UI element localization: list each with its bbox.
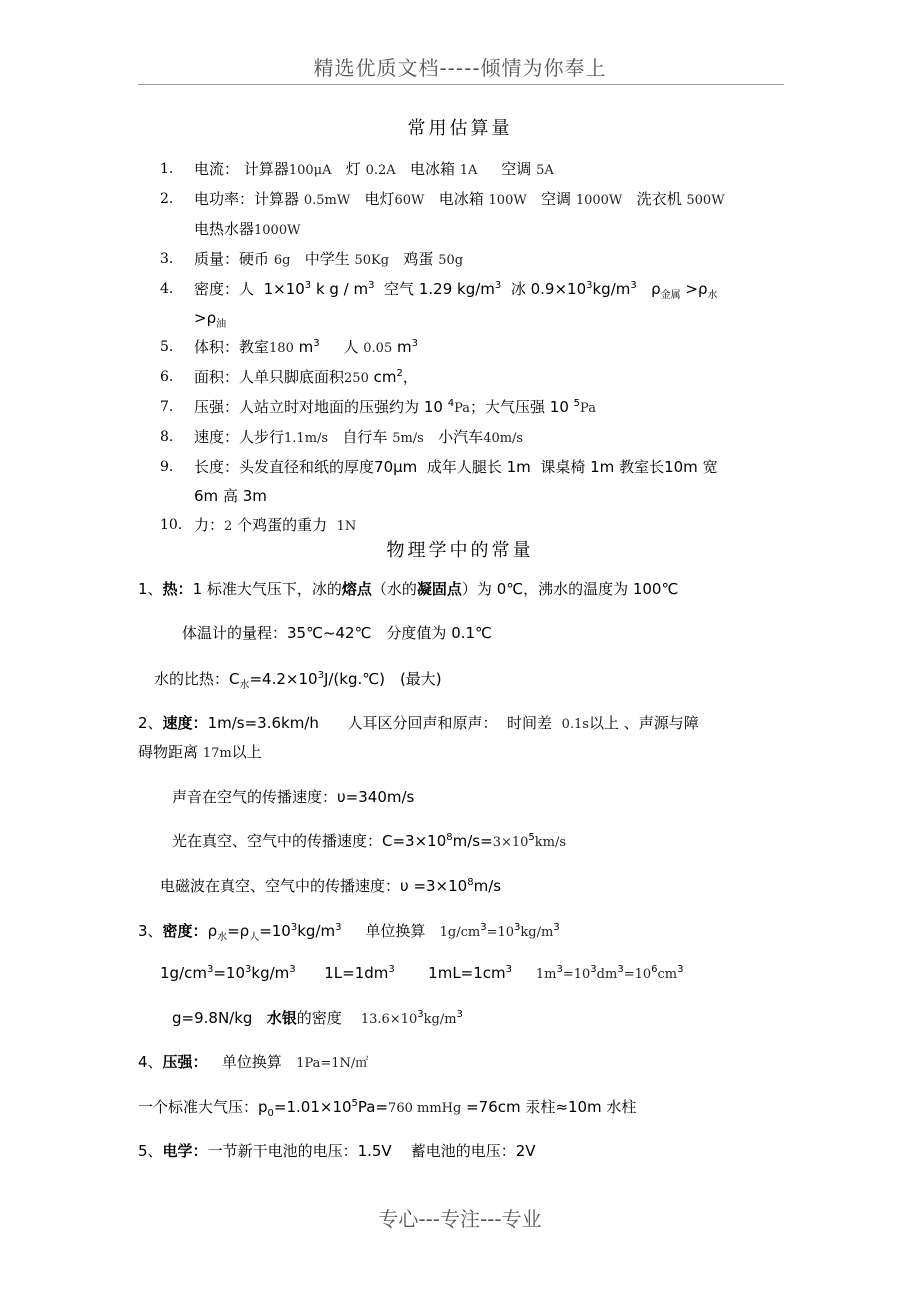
sound-speed-line: 声音在空气的传播速度：υ=340m/s [172, 788, 415, 806]
list-item: 5. 体积：教室180 $m^3$ 人 0.05 $m^3$ [160, 338, 419, 356]
heat-line: 1、热：1 标准大气压下，冰的熔点（水的凝固点）为 0℃，沸水的温度为 100℃ [138, 580, 679, 598]
section2-title: 物理学中的常量 [386, 540, 534, 561]
section1-title: 常用估算量 [407, 118, 513, 139]
list-item: 9. 长度：头发直径和纸的厚度70μm 成年人腿长 1m 课桌椅 1m 教室长10m 宽 6m 高 3m [160, 458, 718, 505]
pressure-line: 4、压强： 单位换算 1Pa=1N/㎡ [138, 1053, 369, 1071]
list-item: 6. 面积：人单只脚底面积250 $cm^2$， [160, 368, 418, 386]
em-wave-speed-line: 电磁波在真空、空气中的传播速度：$\upsilon =3\times 10^8m/s$ [160, 877, 502, 895]
list-item: 4. 密度：人 $1\times 10^3$ k g / $m^3$ 空气 1.29 $kg/m^3$ 冰 $0.9\times 10^3kg/m^3$ $\rho_{金属} >\rho_水$ $>\rho_油$ [160, 280, 718, 330]
density-conversion-line: $1g/cm^3=10^3kg/m^3$ $1L=1dm^3$ $1mL=1cm^3$ $1m^3=10^3dm^3=10^6cm^3$ [160, 964, 684, 982]
list-item: 3. 质量：硬币 6g 中学生 50Kg 鸡蛋 50g [160, 250, 464, 268]
page-footer: 专心---专注---专业 [378, 1207, 542, 1231]
list-item: 1. 电流： 计算器100μA 灯 0.2A 电冰箱 1A 空调 5A [160, 160, 554, 178]
speed-line-cont: 碍物距离 17m以上 [138, 743, 262, 761]
estimates-list [160, 155, 790, 541]
light-speed-line: 光在真空、空气中的传播速度：$C=3\times 10^8m/s=3\times 10^5km/s$ [172, 832, 567, 850]
mercury-density-line: g=9.8N/kg 水银的密度 $13.6\times 10^3kg/m^3$ [172, 1009, 463, 1027]
page-header: 精选优质文档-----倾情为你奉上 [313, 56, 607, 80]
density-line: 3、密度：$\rho_水=\rho_人=10^3kg/m^3$ 单位换算 $1g/cm^3=10^3kg/m^3$ [138, 922, 560, 943]
list-item: 8. 速度：人步行1.1m/s 自行车 5m/s 小汽车40m/s [160, 428, 524, 446]
speed-line: 2、速度：1m/s=3.6km/h 人耳区分回声和原声： 时间差 0.1s以上 、声源与障 [138, 714, 699, 732]
list-item: 10. 力：2 个鸡蛋的重力 1N [160, 516, 357, 534]
list-item: 2. 电功率：计算器 0.5mW 电灯60W 电冰箱 100W 空调 1000W 洗衣机 500W 电热水器1000W [160, 190, 725, 238]
electric-line: 5、电学：一节新干电池的电压：1.5V 蓄电池的电压：2V [138, 1142, 536, 1160]
thermometer-line: 体温计的量程：35℃~42℃ 分度值为 0.1℃ [182, 624, 492, 642]
header-rule [138, 84, 784, 85]
specific-heat-line: 水的比热：$C_水=4.2\times 10^3J/(kg.℃)$ (最大) [154, 670, 442, 691]
list-item: 7. 压强：人站立时对地面的压强约为 10 $^4$Pa；大气压强 10 $^5$Pa [160, 398, 596, 416]
atmosphere-line: 一个标准大气压：$p_0=1.01\times 10^5Pa=760$ mmHg =76cm 汞柱≈10m 水柱 [138, 1098, 637, 1119]
